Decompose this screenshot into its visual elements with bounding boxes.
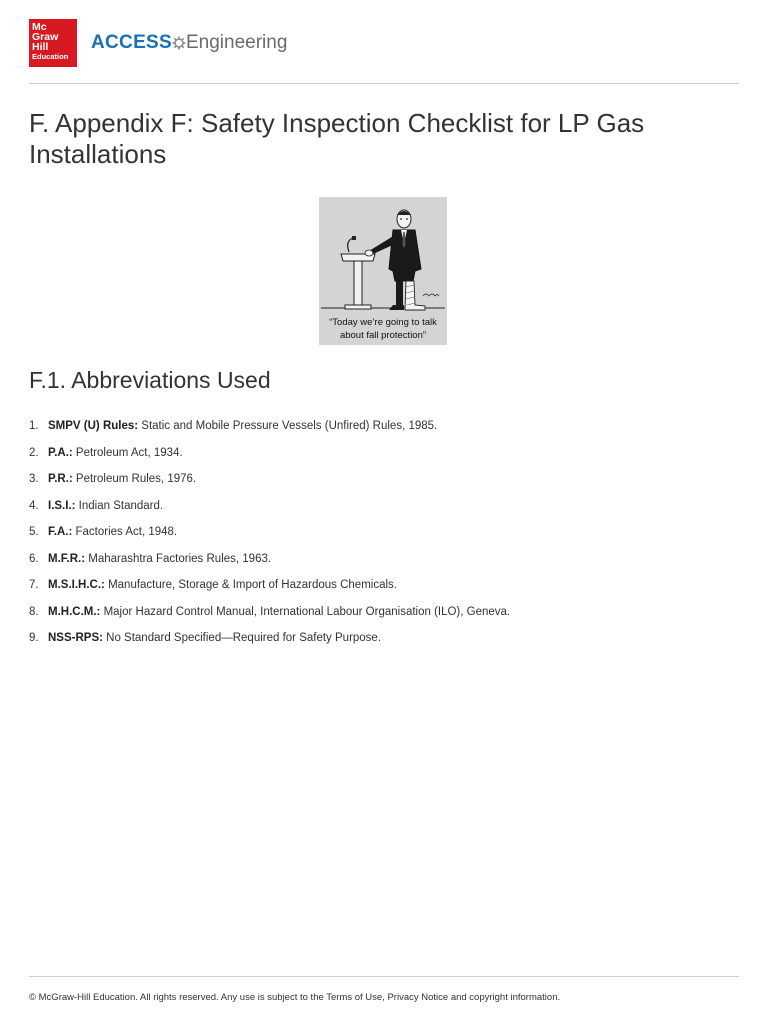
abbreviation-term: M.H.C.M.: — [48, 605, 101, 618]
list-item — [29, 470, 729, 497]
section-heading: F.1. Abbreviations Used — [29, 367, 271, 393]
abbreviation-term: P.A.: — [48, 446, 73, 459]
fall-protection-cartoon — [319, 197, 447, 345]
abbreviation-description: Major Hazard Control Manual, International Labour Organisation (ILO), Geneva. — [100, 605, 511, 618]
list-item — [29, 523, 729, 550]
list-item-number: 4. — [29, 499, 39, 512]
cartoon-caption — [319, 316, 447, 342]
abbreviation-term: I.S.I.: — [48, 499, 76, 512]
abbreviation-description: No Standard Specified—Required for Safety Purpose. — [102, 632, 382, 644]
header-divider — [29, 83, 739, 84]
list-item-number: 8. — [29, 605, 39, 618]
abbreviation-term: M.S.I.H.C.: — [48, 579, 105, 591]
gear-icon — [172, 36, 186, 50]
page-header — [29, 19, 739, 67]
brand-access-text: ACCESS — [91, 32, 172, 53]
list-item — [29, 444, 729, 471]
caption-line-2: about fall protection” — [339, 330, 427, 341]
list-item-number: 6. — [29, 552, 39, 565]
logo-line-education: Education — [32, 52, 69, 61]
abbreviations-list — [29, 417, 729, 656]
abbreviation-description: Indian Standard. — [75, 499, 164, 512]
caption-line-1: “Today we’re going to talk — [329, 317, 437, 328]
mcgraw-hill-logo[interactable] — [29, 19, 77, 67]
page-title: F. Appendix F: Safety Inspection Checklist for LP Gas Installations — [29, 108, 645, 169]
list-item-number: 1. — [29, 420, 39, 432]
abbreviation-description: Static and Mobile Pressure Vessels (Unfired) Rules, 1985. — [138, 420, 438, 432]
list-item-number: 9. — [29, 632, 39, 644]
list-item — [29, 550, 729, 577]
list-item-number: 3. — [29, 473, 39, 485]
abbreviation-term: SMPV (U) Rules: — [48, 420, 139, 432]
brand-engineering-text: Engineering — [185, 32, 288, 53]
logo-line-graw: Graw — [32, 31, 59, 43]
abbreviation-term: P.R.: — [48, 473, 73, 485]
logo-line-mc: Mc — [32, 21, 47, 33]
list-item — [29, 629, 729, 656]
abbreviation-term: F.A.: — [48, 526, 73, 538]
abbreviation-term: NSS-RPS: — [48, 632, 103, 644]
abbreviation-description: Petroleum Rules, 1976. — [72, 473, 197, 485]
list-item — [29, 576, 729, 603]
footer-divider — [29, 976, 739, 977]
list-item — [29, 603, 729, 630]
list-item-number: 7. — [29, 579, 39, 591]
abbreviation-description: Factories Act, 1948. — [72, 526, 178, 538]
copyright-notice: © McGraw-Hill Education. All rights reserved. Any use is subject to the Terms of Use, Privacy Notice and copyright information. — [29, 992, 561, 1003]
list-item-number: 2. — [29, 446, 39, 459]
abbreviation-term: M.F.R.: — [48, 552, 86, 565]
list-item-number: 5. — [29, 526, 39, 538]
abbreviation-description: Petroleum Act, 1934. — [72, 446, 183, 459]
list-item — [29, 417, 729, 444]
logo-line-hill: Hill — [32, 41, 49, 53]
abbreviation-description: Manufacture, Storage & Import of Hazardous Chemicals. — [104, 579, 397, 591]
abbreviation-description: Maharashtra Factories Rules, 1963. — [85, 552, 272, 565]
list-item — [29, 497, 729, 524]
access-engineering-logo[interactable] — [91, 32, 287, 56]
